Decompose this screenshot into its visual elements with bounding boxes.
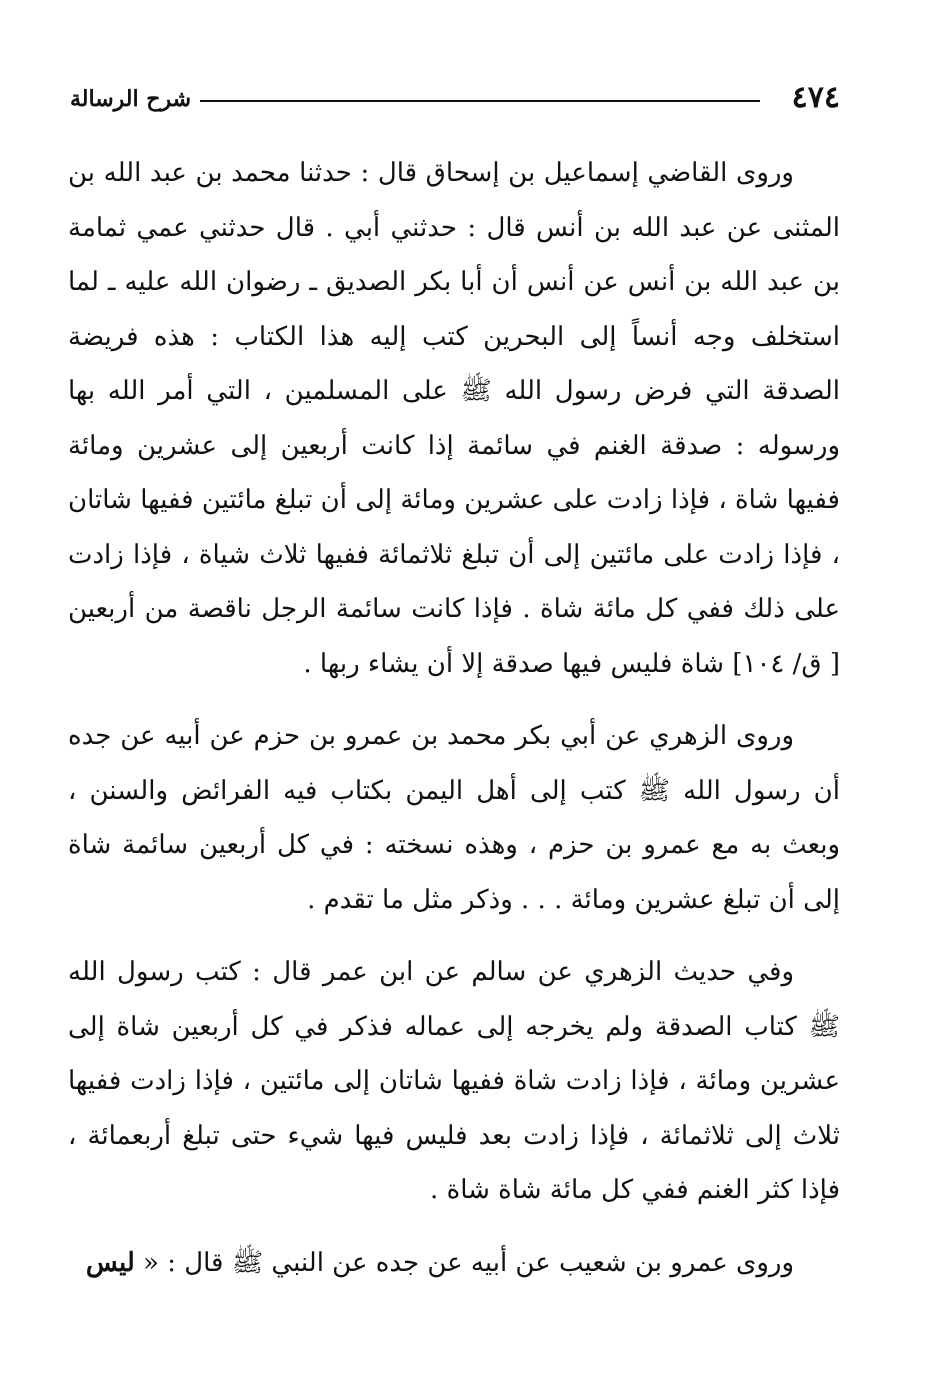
paragraph: وفي حديث الزهري عن سالم عن ابن عمر قال : كتب رسول الله ﷺ كتاب الصدقة ولم يخرجه إلى عماله فذكر في كل أربعين شاة إلى عشرين ومائة ، فإذا زادت شاة ففيها شاتان إلى مائتين ، فإذا زادت ففيها ثلاث إلى ثلاثمائة ، فإذا زادت بعد فليس فيها شيء حتى تبلغ أربعمائة ، فإذا كثر الغنم ففي كل مائة شاة شاة . (68, 957, 840, 1205)
bold-word: ليس (85, 1247, 135, 1278)
book-title: شرح الرسالة (70, 86, 192, 112)
paragraph-last (68, 1236, 840, 1291)
paragraph: وروى القاضي إسماعيل بن إسحاق قال : حدثنا محمد بن عبد الله بن المثنى عن عبد الله بن أنس قال : حدثني أبي . قال حدثني عمي ثمامة بن عبد الله بن أنس عن أنس أن أبا بكر الصديق ـ رضوان الله عليه ـ لما استخلف وجه أنساً إلى البحرين كتب إليه هذا الكتاب : هذه فريضة الصدقة التي فرض رسول الله ﷺ على المسلمين ، التي أمر الله بها ورسوله : صدقة الغنم في سائمة إذا كانت أربعين إلى عشرين ومائة ففيها شاة ، فإذا زادت على عشرين ومائة إلى أن تبلغ مائتين ففيها شاتان ، فإذا زادت على مائتين إلى أن تبلغ ثلاثمائة ففيها ثلاث شياة ، فإذا زادت على ذلك ففي كل مائة شاة . فإذا كانت سائمة الرجل ناقصة من أربعين [ ق/ ١٠٤] شاة فليس فيها صدقة إلا أن يشاء ربها . (68, 158, 840, 679)
paragraph-last-text: وروى عمرو بن شعيب عن أبيه عن جده عن النبي ﷺ قال : « (143, 1247, 794, 1278)
page-number: ٤٧٤ (791, 80, 840, 115)
paragraph: وروى الزهري عن أبي بكر محمد بن عمرو بن حزم عن أبيه عن جده أن رسول الله ﷺ كتب إلى أهل اليمن بكتاب فيه الفرائض والسنن ، وبعث به مع عمرو بن حزم ، وهذه نسخته : في كل أربعين سائمة شاة إلى أن تبلغ عشرين ومائة . . . وذكر مثل ما تقدم . (68, 721, 840, 915)
page-header (70, 78, 840, 118)
body-text (68, 146, 840, 1290)
header-rule (200, 100, 760, 102)
